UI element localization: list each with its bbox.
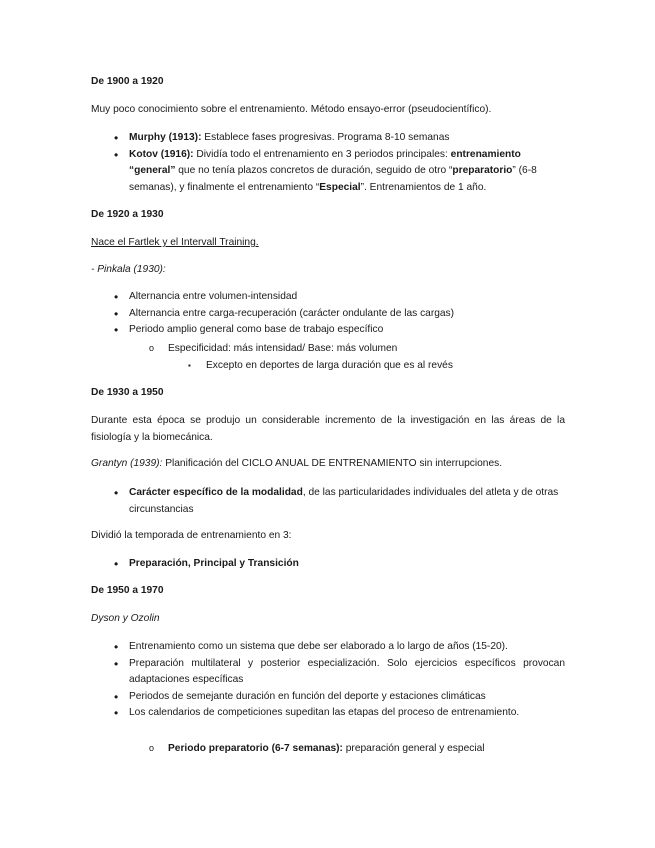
list-1920-1930 xyxy=(129,289,565,339)
list-item-fases: • Preparación, Principal y Transición xyxy=(129,556,565,573)
sublist-especificidad xyxy=(168,341,565,358)
paragraph-grantyn: Grantyn (1939): Planificación del CICLO ANUAL DE ENTRENAMIENTO sin interrupciones. xyxy=(91,458,503,469)
paragraph-investigacion: Durante esta época se produjo un considerable incremento de la investigación en las áreas de la fisiología y la biomecánica. xyxy=(91,415,565,443)
list-item-caracter: • Carácter específico de la modalidad, de las particularidades individuales del atleta y de otras circunstancias xyxy=(129,485,565,518)
list-item-murphy: • Murphy (1913): Establece fases progresivas. Programa 8-10 semanas xyxy=(129,130,565,147)
paragraph-dividio: Dividió la temporada de entrenamiento en 3: xyxy=(91,530,292,541)
paragraph-fartlek: Nace el Fartlek y el Intervall Training. xyxy=(91,237,259,248)
list-item: • Alternancia entre carga-recuperación (carácter ondulante de las cargas) xyxy=(129,306,565,323)
list-item: • Periodos de semejante duración en función del deporte y estaciones climáticas xyxy=(129,689,565,706)
list-item: • Preparación multilateral y posterior especialización. Solo ejercicios específicos provocan adaptaciones específicas xyxy=(129,656,565,689)
heading-1900-1920: De 1900 a 1920 xyxy=(91,76,164,87)
list-item-kotov: • Kotov (1916): Dividía todo el entrenamiento en 3 periodos principales: entrenamiento “general” que no tenía plazos concretos de duración, seguido de otro “preparatorio” (6-8 semanas), y finalmente el entrenamiento “Especial”. Entrenamientos de 1 año. xyxy=(129,147,565,197)
list-item: • Periodo amplio general como base de trabajo específico xyxy=(129,322,565,339)
heading-1920-1930: De 1920 a 1930 xyxy=(91,209,164,220)
list-item: • Alternancia entre volumen-intensidad xyxy=(129,289,565,306)
sublist-periodo-preparatorio xyxy=(168,741,565,758)
subsublist-excepto xyxy=(206,358,565,375)
heading-1930-1950: De 1930 a 1950 xyxy=(91,387,164,398)
list-item: • Entrenamiento como un sistema que debe ser elaborado a lo largo de años (15-20). xyxy=(129,639,565,656)
author-dyson-ozolin: Dyson y Ozolin xyxy=(91,613,160,624)
list-1900-1920 xyxy=(129,130,565,196)
paragraph-intro: Muy poco conocimiento sobre el entrenamiento. Método ensayo-error (pseudocientífico). xyxy=(91,104,492,115)
sublist-item: o Especificidad: más intensidad/ Base: más volumen xyxy=(168,341,565,358)
list-1930-1950 xyxy=(129,485,565,518)
list-item: • Los calendarios de competiciones supeditan las etapas del proceso de entrenamiento. xyxy=(129,705,565,722)
sublist-item: o Periodo preparatorio (6-7 semanas): preparación general y especial xyxy=(168,741,565,758)
list-temporada xyxy=(129,556,565,573)
author-pinkala: - Pinkala (1930): xyxy=(91,264,166,275)
list-1950-1970 xyxy=(129,639,565,722)
subsublist-item: ▪ Excepto en deportes de larga duración que es al revés xyxy=(206,358,565,375)
heading-1950-1970: De 1950 a 1970 xyxy=(91,585,164,596)
